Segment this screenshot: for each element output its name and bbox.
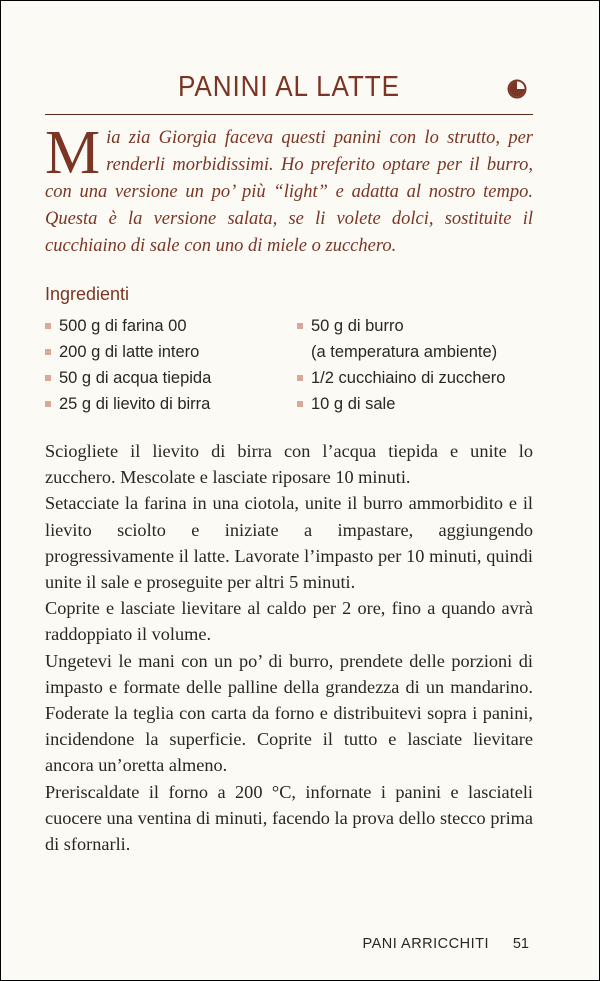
ingredient-item: 1/2 cucchiaino di zucchero [297,365,505,391]
ingredients-list-right [297,313,505,417]
recipe-intro [45,119,533,260]
recipe-steps [45,438,533,857]
intro-text: ia zia Giorgia faceva questi panini con lo strutto, per renderli morbidissimi. Ho preferito optare per il burro, con una versione un po’ più “light” e adatta al nostro tempo. Questa è la versione salata, se li volete dolci, sostituite il cucchiaino di sale con uno di miele o zucchero. [45,128,533,256]
ingredient-item-note: (a temperatura ambiente) [311,343,498,361]
ingredient-item: 500 g di farina 00 [45,313,211,339]
ingredient-item: 25 g di lievito di birra [45,391,211,417]
clock-icon [507,79,527,99]
ingredients-list-left [45,313,211,417]
ingredient-item: 200 g di latte intero [45,339,211,365]
step-paragraph: Preriscaldate il forno a 200 °C, infornate i panini e lasciateli cuocere una ventina di minuti, facendo la prova dello stecco prima di sfornarli. [45,781,533,855]
recipe-title: PANINI AL LATTE [178,71,400,103]
ingredients-heading: Ingredienti [45,284,130,304]
step-paragraph: Setacciate la farina in una ciotola, unite il burro ammorbidito e il lievito sciolto e iniziate a impastare, aggiungendo progressivamente il latte. Lavorate l’impasto per 10 minuti, quindi unite il sale e proseguite per altri 5 minuti. [45,493,533,593]
step-paragraph: Sciogliete il lievito di birra con l’acqua tiepida e unite lo zucchero. Mescolate e lasciate riposare 10 minuti. [45,441,533,488]
title-row [45,71,533,111]
intro-dropcap: M [45,119,101,187]
ingredient-item: 10 g di sale [297,391,505,417]
step-paragraph: Ungetevi le mani con un po’ di burro, prendete delle porzioni di impasto e formate delle palline della grandezza di un mandarino. Foderate la teglia con carta da forno e distribuitevi sopra i panini, incidendone la superficie. Coprite il tutto e lasciate lievitare ancora un’oretta almeno. [45,650,533,776]
title-divider [45,114,533,115]
page-number: 51 [512,936,529,952]
step-paragraph: Coprite e lasciate lievitare al caldo per 2 ore, fino a quando avrà raddoppiato il volume. [45,598,533,645]
running-footer-section: PANI ARRICCHITI [362,936,489,952]
ingredient-item: 50 g di burro [297,313,505,339]
ingredient-item: 50 g di acqua tiepida [45,365,211,391]
